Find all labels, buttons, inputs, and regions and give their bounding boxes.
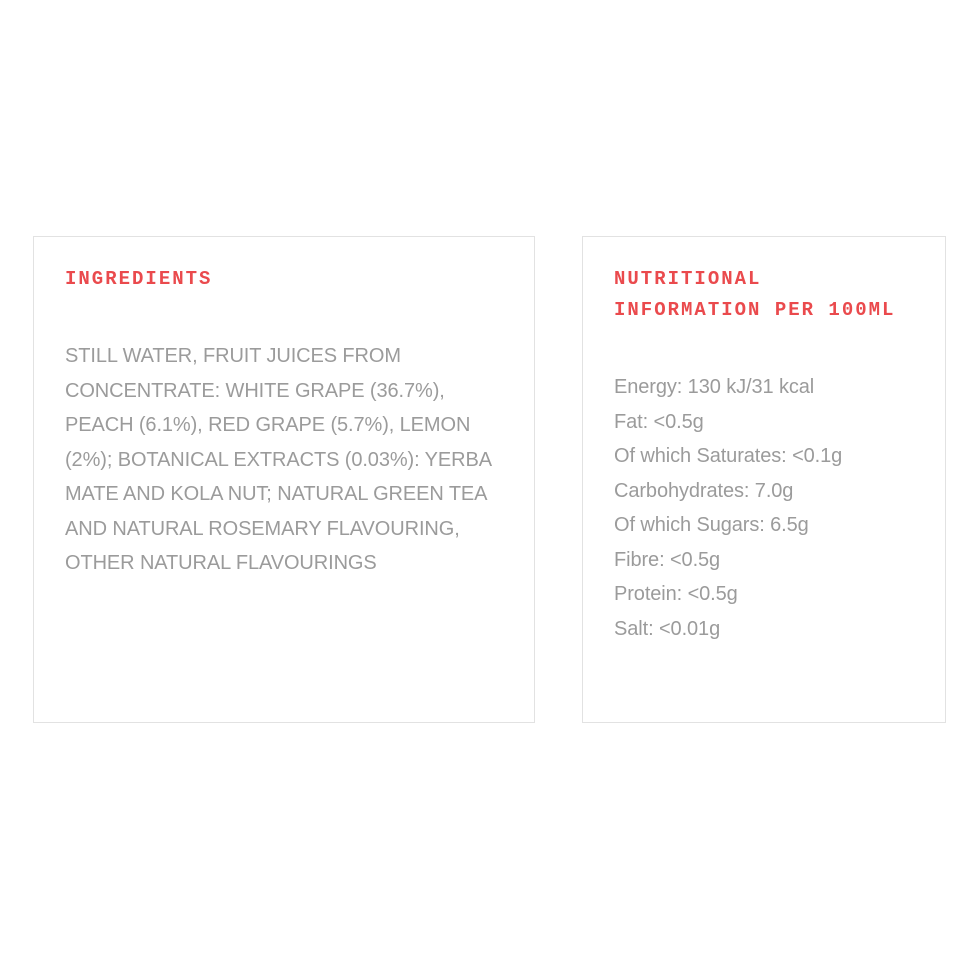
nutrition-heading: NUTRITIONAL INFORMATION PER 100ML — [614, 268, 896, 321]
ingredients-heading: INGREDIENTS — [65, 268, 213, 290]
nutrition-row-fat: Fat: <0.5g — [614, 410, 704, 433]
nutrition-row-carbohydrates: Carbohydrates: 7.0g — [614, 479, 794, 502]
ingredients-line-3: PEACH (6.1%), RED GRAPE (5.7%), LEMON — [65, 414, 471, 436]
nutrition-row-energy: Energy: 130 kJ/31 kcal — [614, 376, 815, 398]
ingredients-line-6: AND NATURAL ROSEMARY FLAVOURING, — [65, 517, 460, 540]
nutrition-row-protein: Protein: <0.5g — [614, 583, 738, 605]
ingredients-line-4: (2%); BOTANICAL EXTRACTS (0.03%): YERBA — [65, 448, 492, 471]
ingredients-line-2: CONCENTRATE: WHITE GRAPE (36.7%), — [65, 379, 445, 402]
nutrition-row-fibre: Fibre: <0.5g — [614, 548, 721, 571]
ingredients-line-5: MATE AND KOLA NUT; NATURAL GREEN TEA — [65, 483, 488, 505]
ingredients-panel — [33, 236, 535, 723]
nutrition-row-saturates: Of which Saturates: <0.1g — [614, 445, 843, 467]
nutrition-panel — [582, 236, 946, 723]
ingredients-line-7: OTHER NATURAL FLAVOURINGS — [65, 552, 377, 574]
nutrition-row-sugars: Of which Sugars: 6.5g — [614, 514, 809, 536]
nutrition-facts-list — [614, 370, 914, 646]
ingredients-text — [65, 339, 503, 581]
ingredients-line-1: STILL WATER, FRUIT JUICES FROM — [65, 345, 401, 367]
nutrition-row-salt: Salt: <0.01g — [614, 617, 721, 640]
